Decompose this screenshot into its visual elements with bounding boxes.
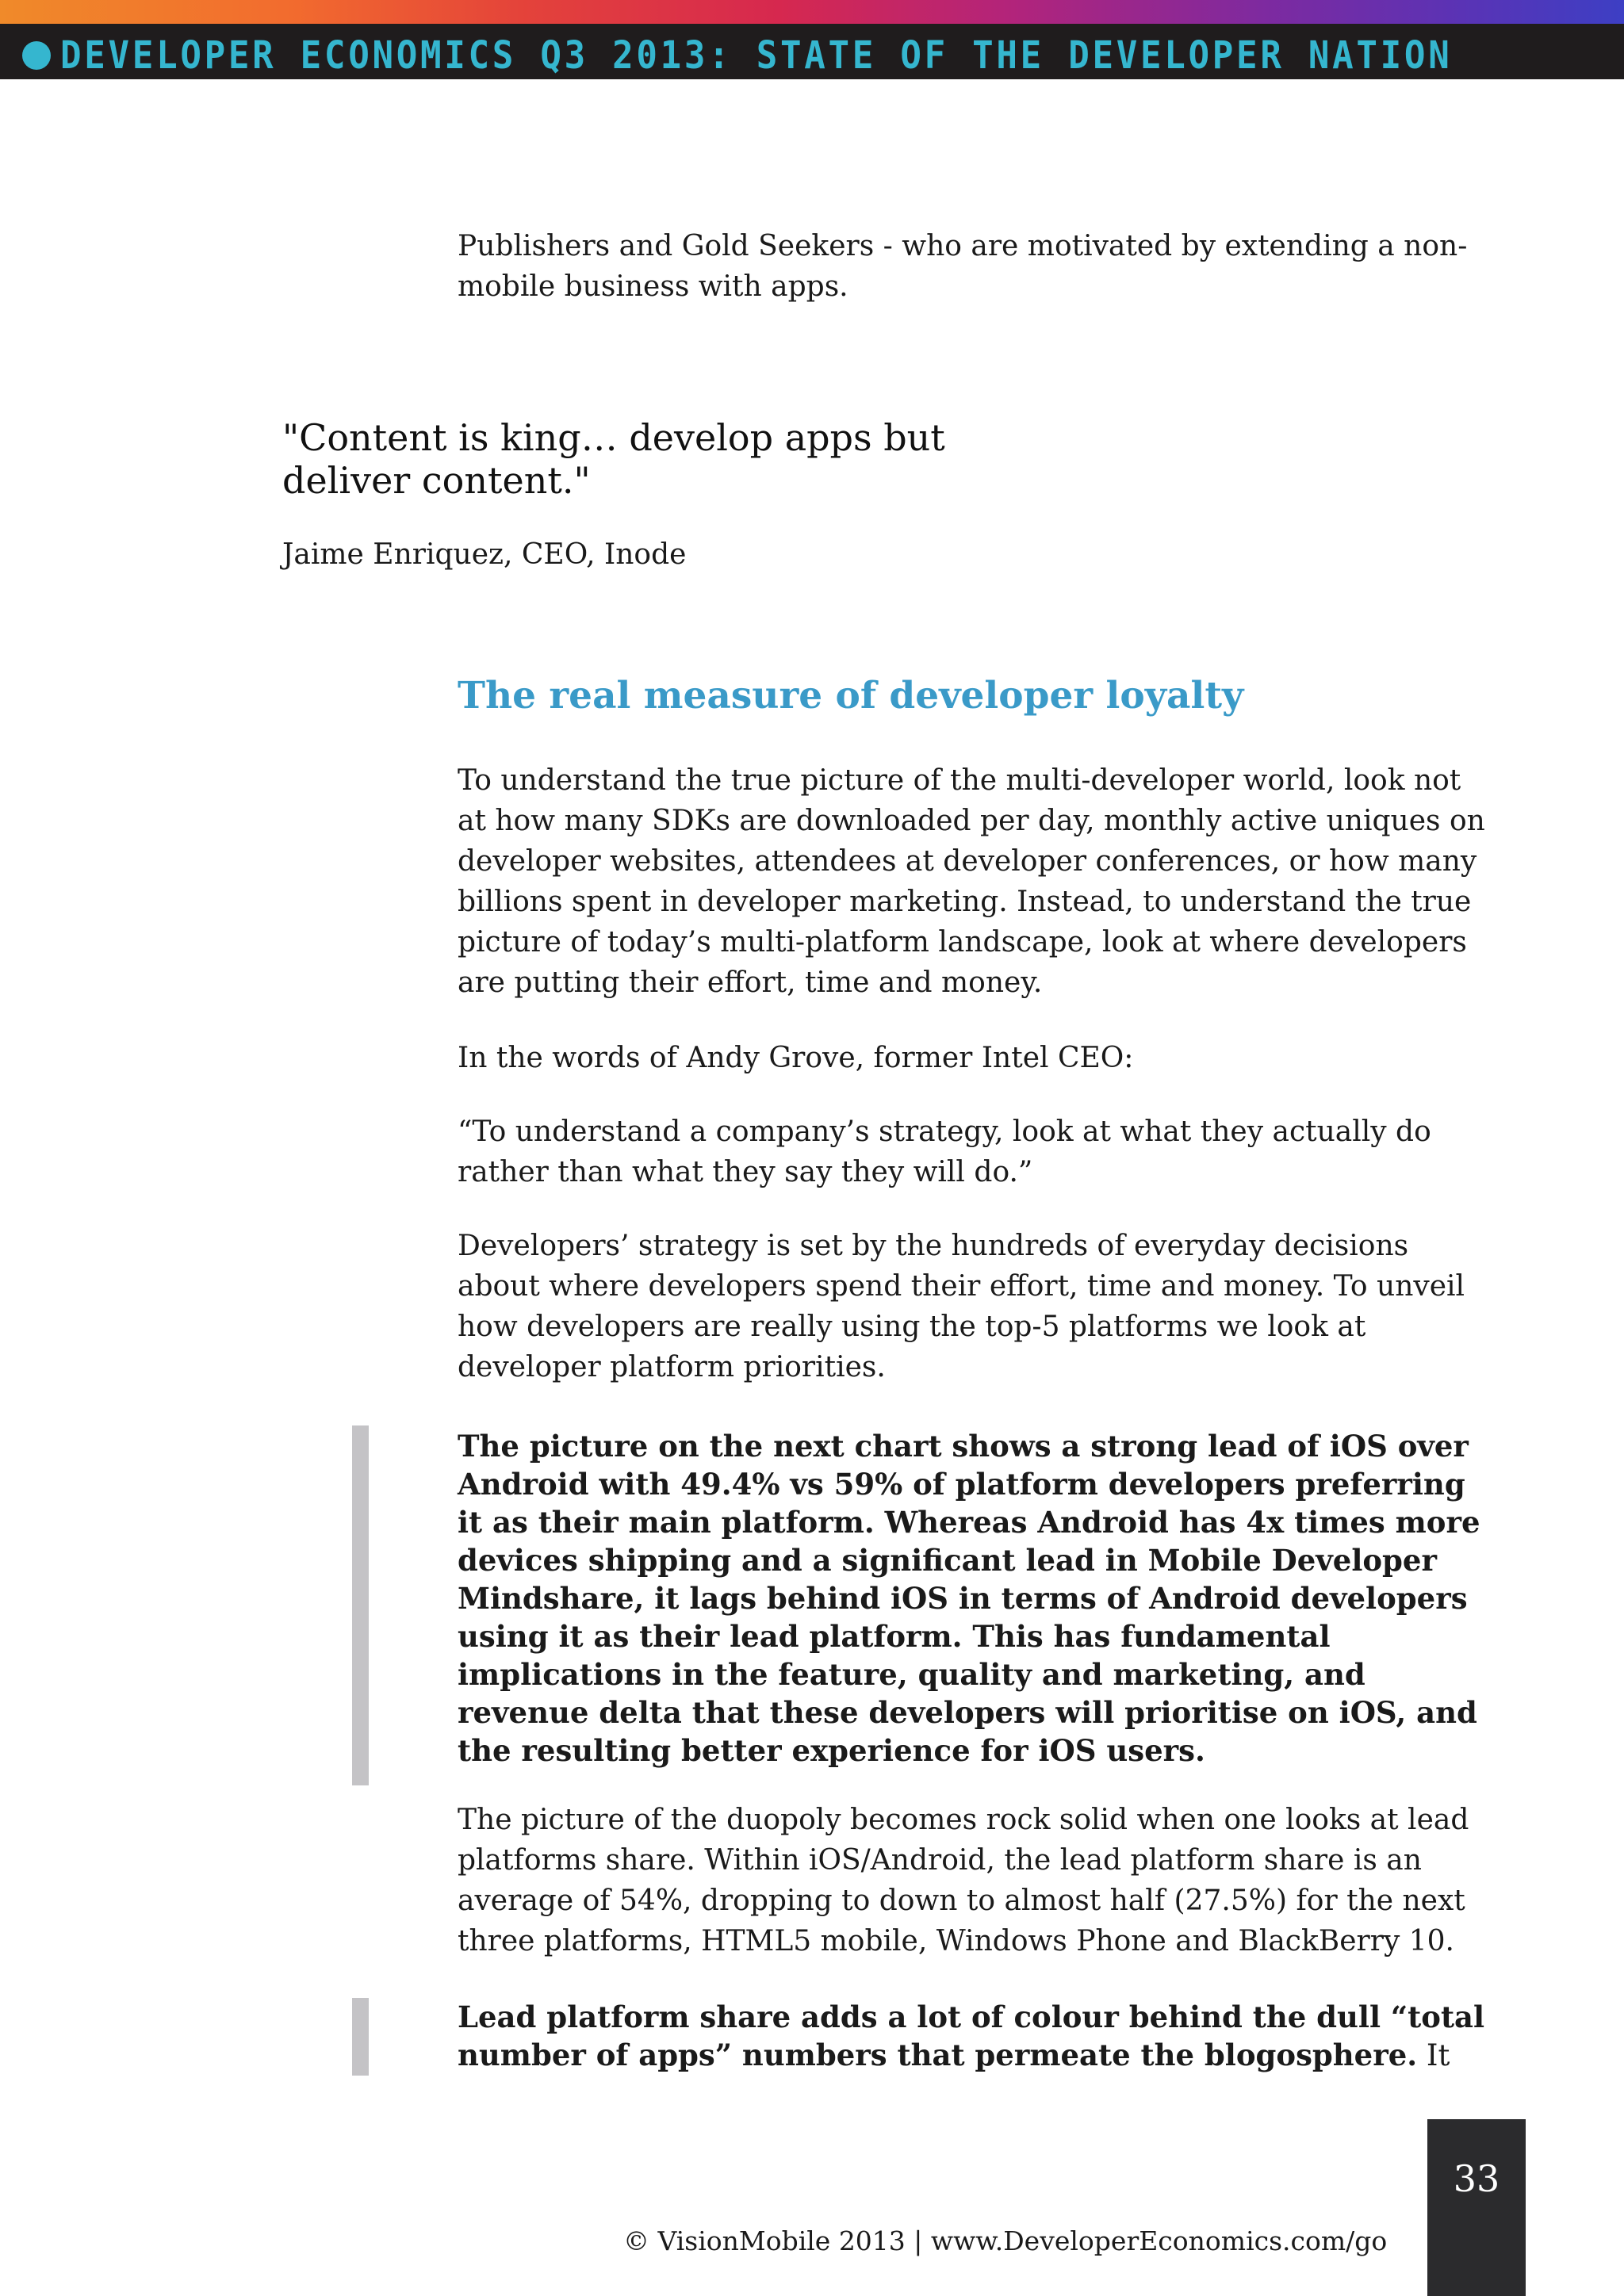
quote-author: Jaime Enriquez, CEO, Inode	[282, 538, 687, 571]
section-heading: The real measure of developer loyalty	[458, 674, 1244, 718]
body-paragraph: In the words of Andy Grove, former Intel CEO:	[458, 1042, 1134, 1074]
header-gradient-strip	[0, 0, 1624, 24]
highlight-side-bar	[352, 1998, 369, 2076]
highlighted-paragraph: The picture on the next chart shows a strong lead of iOS over Android with 49.4% vs 59% of platform developers preferring it as their main platform. Whereas Android has 4x times more devices shipping and a significant lead in Mobile Developer Mindshare, it lags behind iOS in terms of Android developers using it as their lead platform. This has fundamental implications in the feature, quality and marketing, and revenue delta that these developers will prioritise on iOS, and the resulting better experience for iOS users.	[458, 1429, 1480, 1768]
header-bar	[0, 0, 1624, 79]
page-number: 33	[1453, 2157, 1500, 2200]
highlight-side-bar	[352, 1425, 369, 1785]
highlighted-paragraph	[458, 1998, 1488, 2075]
footer-copyright: © VisionMobile 2013 | www.DeveloperEconomics.com/go	[623, 2225, 1388, 2256]
pull-quote: "Content is king… develop apps but deliver content."	[282, 416, 945, 502]
continued-text: It	[1417, 2038, 1450, 2072]
body-paragraph: To understand the true picture of the multi-developer world, look not at how many SDKs are downloaded per day, monthly active uniques on developer websites, attendees at developer conferences, or how many billions spent in developer marketing. Instead, to understand the true picture of today’s multi-platform landscape, look at where developers are putting their effort, time and money.	[458, 764, 1485, 999]
grove-quote: “To understand a company’s strategy, look at what they actually do rather than what they say they will do.”	[458, 1115, 1431, 1188]
highlighted-text: Lead platform share adds a lot of colour behind the dull “total number of apps” numbers that permeate the blogosphere.	[458, 1999, 1485, 2072]
bullet-dot-icon	[22, 41, 51, 70]
body-paragraph: The picture of the duopoly becomes rock solid when one looks at lead platforms share. Within iOS/Android, the lead platform share is an average of 54%, dropping to down to almost half (27.5%) for the next three platforms, HTML5 mobile, Windows Phone and BlackBerry 10.	[458, 1804, 1469, 1957]
body-paragraph: Developers’ strategy is set by the hundreds of everyday decisions about where developers spend their effort, time and money. To unveil how developers are really using the top-5 platforms we look at developer platform priorities.	[458, 1230, 1465, 1383]
page-number-box	[1427, 2119, 1526, 2296]
intro-paragraph: Publishers and Gold Seekers - who are motivated by extending a non-mobile business with apps.	[458, 230, 1468, 303]
report-title: DEVELOPER ECONOMICS Q3 2013: STATE OF THE DEVELOPER NATION	[60, 33, 1453, 78]
